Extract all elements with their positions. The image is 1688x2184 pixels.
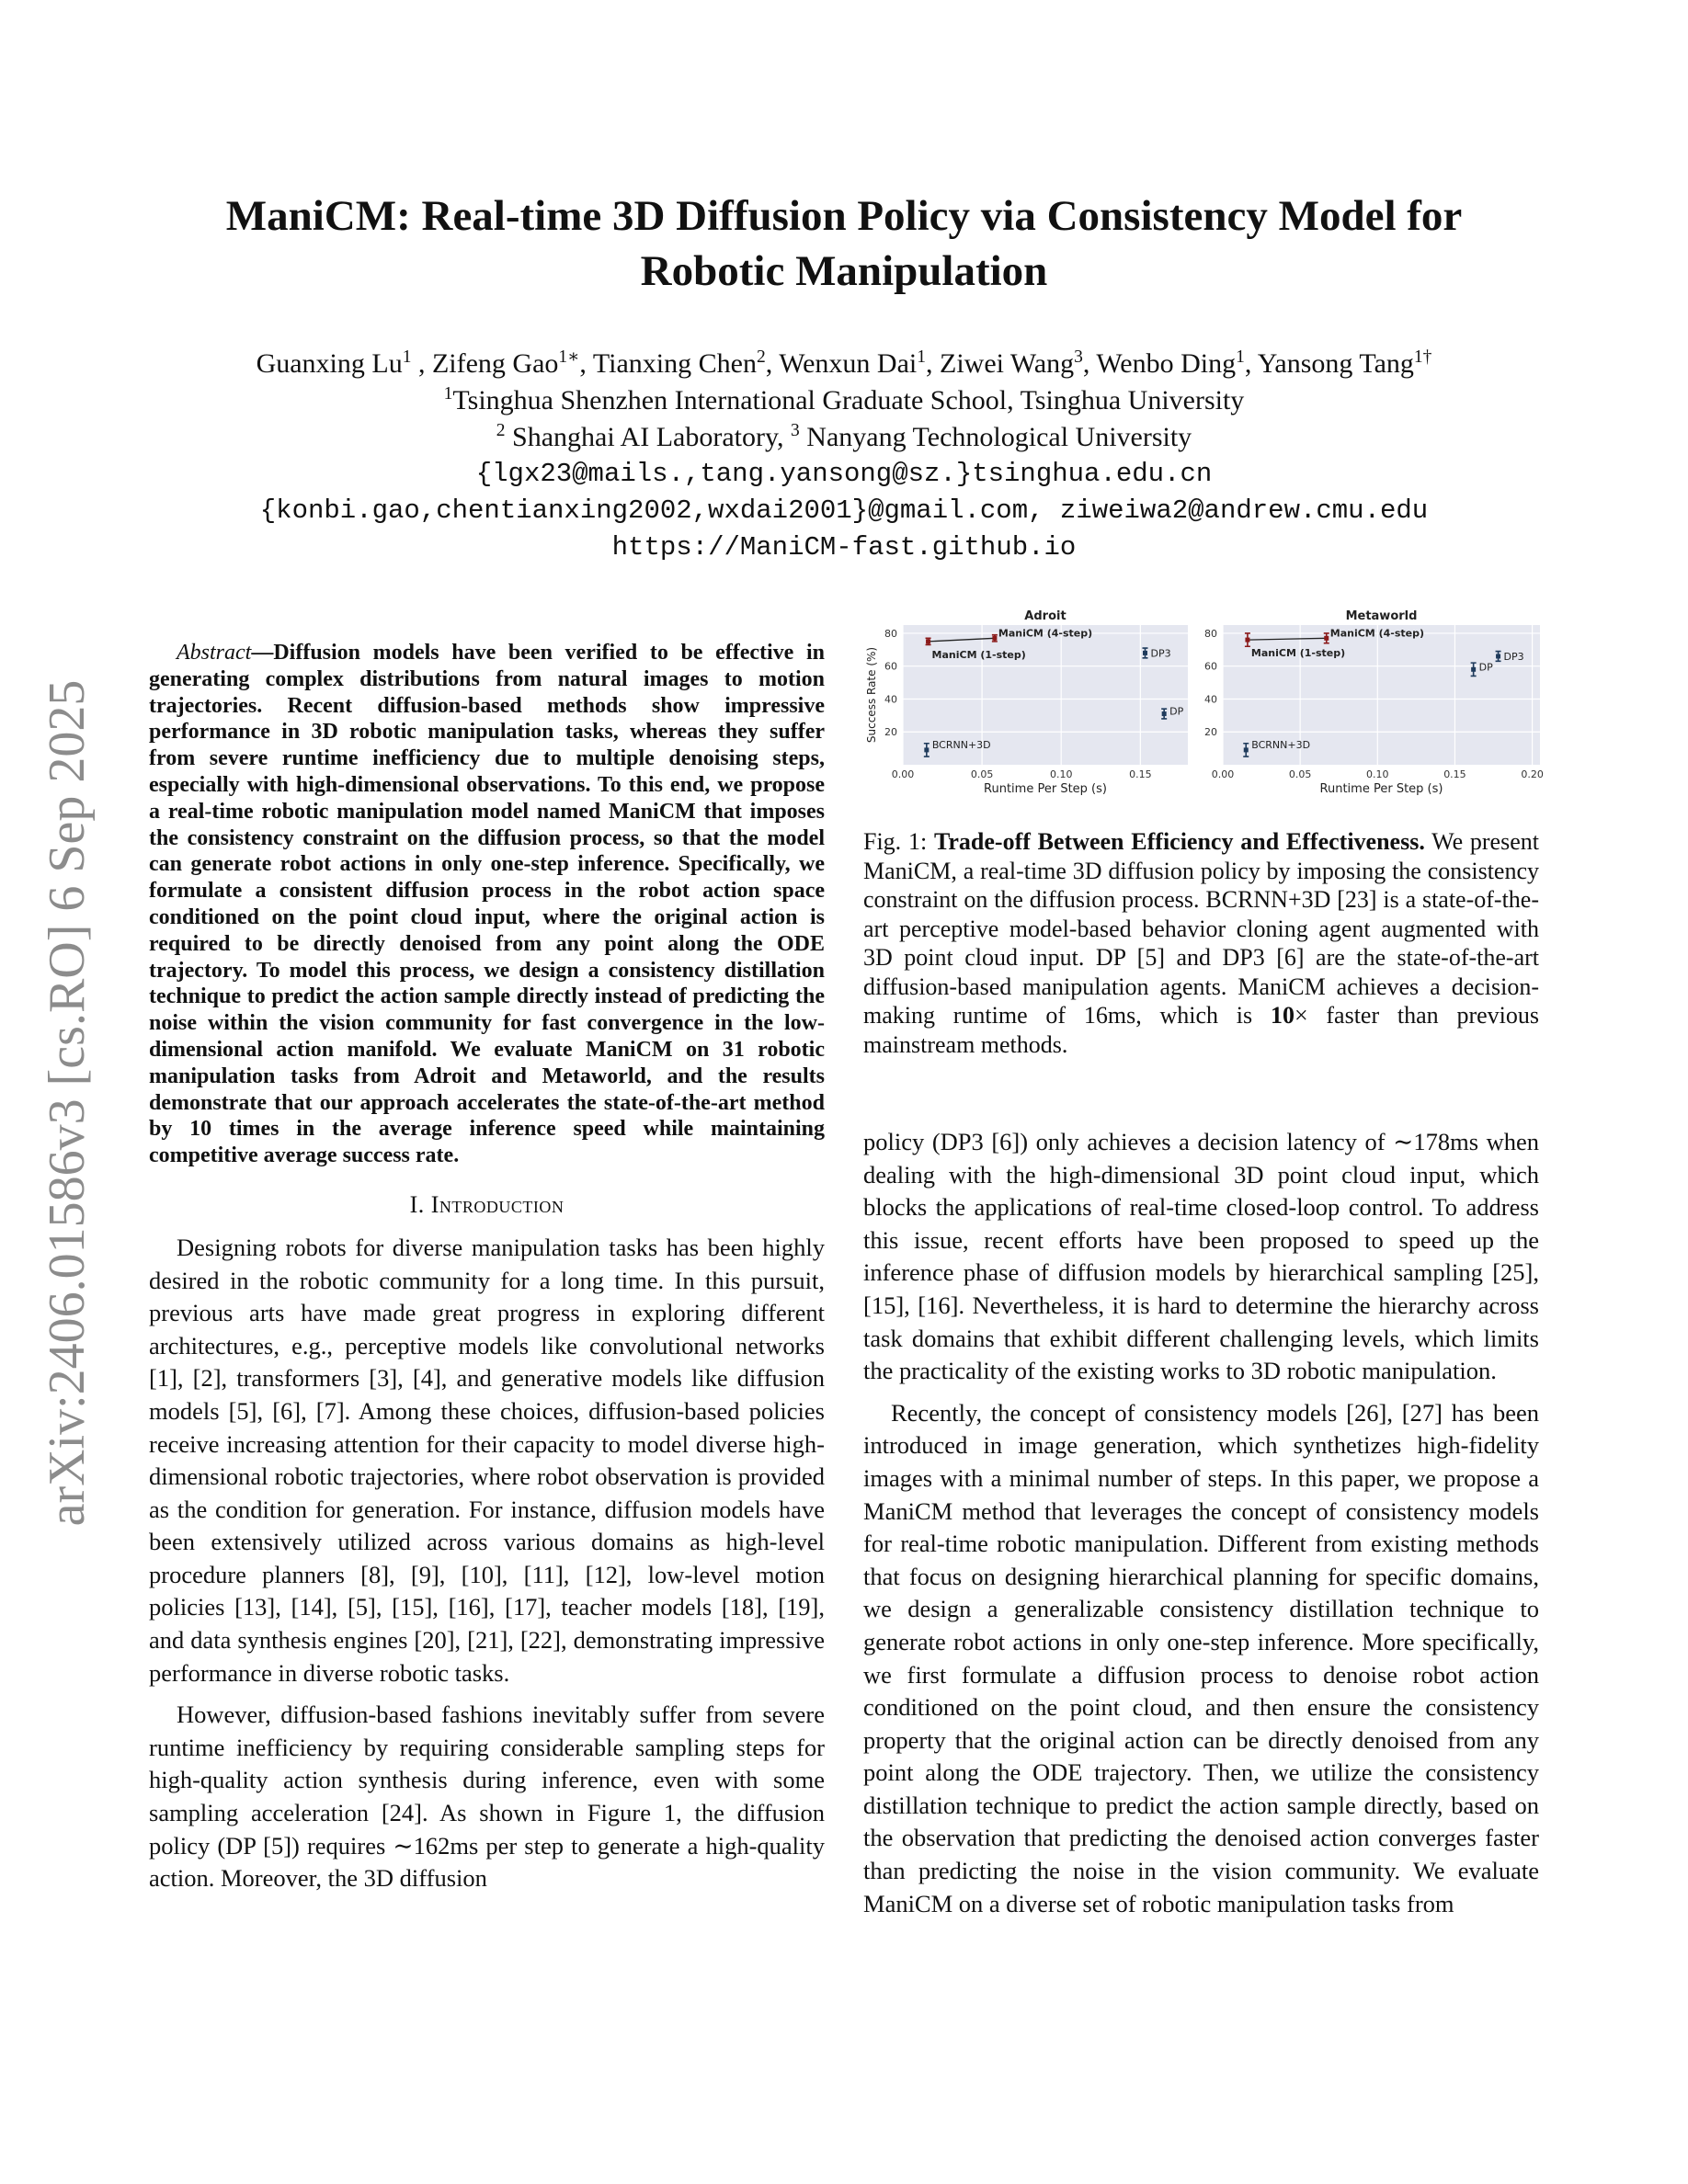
author-name: Wenbo Ding [1096, 348, 1237, 379]
data-point [1471, 667, 1476, 672]
x-tick-label: 0.10 [1366, 768, 1389, 780]
author-affiliation-marker: 3 [1074, 347, 1083, 367]
data-point-label: BCRNN+3D [1251, 738, 1311, 751]
author-separator: , [1244, 348, 1258, 379]
author-separator: , [579, 348, 593, 379]
x-tick-label: 0.15 [1129, 768, 1152, 780]
author-name: Tianxing Chen [592, 348, 757, 379]
title-line-1: ManiCM: Real-time 3D Diffusion Policy via Consistency Model for [225, 192, 1463, 240]
left-column [149, 640, 825, 1905]
abstract-label: Abstract [177, 641, 252, 665]
author-affiliation-marker: 1 [1236, 347, 1245, 367]
caption-text: We present ManiCM, a real-time 3D diffusion policy by imposing the consistency constraint on the diffusion process. BCRNN+3D [23] is a state-of-the-art perceptive model-based behavior cloning agent augmented with 3D point cloud input. DP [5] and DP3 [6] are the state-of-the-art diffusion-based manipulation agents. ManiCM achieves a decision-making runtime of 16ms, which is [863, 828, 1539, 1029]
chart-title: Adroit [1024, 609, 1066, 623]
author-affiliation-marker: 1∗ [558, 347, 580, 367]
y-tick-label: 60 [1204, 660, 1217, 673]
affiliation-2 [129, 419, 1559, 456]
arxiv-sidebar [35, 620, 99, 1586]
affiliation-text: Tsinghua Shenzhen International Graduate School, Tsinghua University [452, 385, 1245, 415]
y-tick-label: 80 [1204, 627, 1217, 640]
figure-caption [863, 827, 1539, 1059]
author-list [129, 346, 1559, 382]
data-point-label: ManiCM (4-step) [1329, 627, 1424, 640]
project-url[interactable]: https://ManiCM-fast.github.io [611, 532, 1077, 563]
y-tick-label: 60 [884, 660, 897, 673]
x-tick-label: 0.05 [1288, 768, 1312, 780]
affiliation-marker: 1 [443, 384, 453, 404]
x-tick-label: 0.10 [1049, 768, 1073, 780]
x-tick-label: 0.15 [1443, 768, 1466, 780]
affiliation-marker: 3 [791, 421, 800, 440]
data-point-label: DP3 [1503, 650, 1524, 663]
data-point-label: ManiCM (1-step) [1250, 647, 1346, 660]
affiliation-text: Shanghai AI Laboratory, [505, 422, 792, 452]
caption-label: Fig. 1: [863, 828, 934, 855]
data-point [992, 636, 997, 641]
section-title: Introduction [430, 1190, 565, 1218]
section-number: I. [409, 1190, 431, 1218]
paragraph: policy (DP3 [6]) only achieves a decision latency of ∼178ms when dealing with the high-dimensional 3D point cloud input, which blocks the applications of real-time closed-loop control. To address this issue, recent efforts have been proposed to speed up the inference phase of diffusion models by hierarchical sampling [25], [15], [16]. Nevertheless, it is hard to determine the hierarchy across task domains that exhibit different challenging levels, which limits the practicality of the existing works to 3D robotic manipulation. [863, 1128, 1539, 1385]
author-affiliation-marker: 2 [756, 347, 766, 367]
y-tick-label: 20 [1204, 726, 1217, 739]
author-name: Guanxing Lu [256, 348, 403, 379]
y-tick-label: 40 [884, 693, 897, 706]
author-affiliation-marker: 1 [402, 347, 412, 367]
right-column [863, 1126, 1539, 1929]
data-point-label: DP [1478, 661, 1493, 674]
author-separator: , [411, 348, 432, 379]
y-tick-label: 80 [884, 627, 897, 640]
x-tick-label: 0.00 [891, 768, 915, 780]
paragraph: Recently, the concept of consistency models [26], [27] has been introduced in image generation, which synthetizes high-fidelity images with a minimal number of steps. In this paper, we propose a ManiCM method that leverages the concept of consistency models for real-time robotic manipulation. Different from existing methods that focus on designing hierarchical planning for specific domains, we design a generalizable consistency distillation technique to generate robot actions in only one-step inference. More specifically, we first formulate a diffusion process to denoise robot action conditioned on the point cloud, and then ensure the consistency property that the original action can be directly denoised from any point along the ODE trajectory. Then, we utilize the consistency distillation technique to predict the action sample directly, based on the observation that predicting the denoised action converges faster than predicting the noise in the vision community. We evaluate ManiCM on a diverse set of robotic manipulation tasks from [863, 1398, 1539, 1917]
data-point-label: BCRNN+3D [931, 738, 991, 751]
y-axis-label: Success Rate (%) [865, 646, 878, 744]
chart-title: Metaworld [1345, 609, 1418, 623]
author-separator: , [1082, 348, 1097, 379]
affiliation-1 [129, 382, 1559, 419]
abstract-dash: — [251, 641, 274, 665]
author-separator: , [926, 348, 940, 379]
author-affiliation-marker: 1 [917, 347, 926, 367]
email-line-1[interactable]: {lgx23@mails.,tang.yansong@sz.}tsinghua.edu.cn [475, 459, 1213, 489]
email-line-2[interactable]: {konbi.gao,chentianxing2002,wxdai2001}@gmail.com, ziweiwa2@andrew.cmu.edu [259, 495, 1429, 526]
figure-1-charts [855, 599, 1545, 813]
y-tick-label: 40 [1204, 693, 1217, 706]
x-tick-label: 0.00 [1211, 768, 1235, 780]
author-name: Yansong Tang [1257, 348, 1414, 379]
caption-text-end: × faster than previous mainstream methods. [863, 1002, 1539, 1058]
affiliation-text: Nanyang Technological University [799, 422, 1192, 452]
abstract [149, 640, 825, 1169]
section-heading [149, 1191, 825, 1219]
caption-title: Trade-off Between Efficiency and Effectiveness. [933, 828, 1425, 855]
paper-title [129, 188, 1559, 299]
abstract-text: Diffusion models have been verified to be effective in generating complex distributions from natural images to motion trajectories. Recent diffusion-based methods show impressive performance in 3D robotic manipulation tasks, whereas they suffer from severe runtime inefficiency due to multiple denoising steps, especially with high-dimensional observations. To this end, we propose a real-time robotic manipulation model named ManiCM that imposes the consistency constraint on the diffusion process, so that the model can generate robot actions in only one-step inference. Specifically, we formulate a consistent diffusion process in the robot action space conditioned on the point cloud input, where the original action is required to be directly denoised from any point along the ODE trajectory. To model this process, we design a consistency distillation technique to predict the action sample directly instead of predicting the noise within the vision community for fast convergence in the low-dimensional action manifold. We evaluate ManiCM on 31 robotic manipulation tasks from Adroit and Metaworld, and the results demonstrate that our approach accelerates the state-of-the-art method by 10 times in the average inference speed while maintaining competitive average success rate. [149, 641, 825, 1168]
figure-1 [855, 599, 1545, 813]
data-point-label: DP [1169, 705, 1184, 718]
arxiv-identifier: arXiv:2406.01586v3 [cs.RO] 6 Sep 2025 [39, 679, 96, 1527]
caption-emphasis: 10 [1270, 1002, 1295, 1029]
author-affiliation-marker: 1† [1413, 347, 1432, 367]
author-block [129, 346, 1559, 566]
author-name: Zifeng Gao [431, 348, 559, 379]
x-tick-label: 0.20 [1521, 768, 1544, 780]
data-point [924, 747, 929, 752]
data-point [1143, 651, 1147, 655]
y-tick-label: 20 [884, 726, 897, 739]
data-point-label: DP3 [1150, 647, 1171, 660]
data-point [1162, 711, 1167, 716]
data-point [1496, 654, 1500, 658]
x-axis-label: Runtime Per Step (s) [984, 782, 1107, 796]
data-point [1244, 747, 1249, 752]
paragraph: However, diffusion-based fashions inevitably suffer from severe runtime inefficiency by requiring considerable sampling steps for high-quality action synthesis during inference, even with some sampling acceleration [24]. As shown in Figure 1, the diffusion policy (DP [5]) requires ∼162ms per step to generate a high-quality action. Moreover, the 3D diffusion [149, 1701, 825, 1893]
x-tick-label: 0.05 [970, 768, 994, 780]
data-point [1245, 638, 1249, 643]
data-point [1324, 636, 1329, 641]
affiliation-marker: 2 [496, 421, 506, 440]
title-line-2: Robotic Manipulation [640, 247, 1048, 295]
x-axis-label: Runtime Per Step (s) [1319, 782, 1443, 796]
data-point-label: ManiCM (4-step) [998, 627, 1093, 640]
paragraph: Designing robots for diverse manipulation tasks has been highly desired in the robotic community for a long time. In this pursuit, previous arts have made great progress in exploring different architectures, e.g., perceptive models like convolutional networks [1], [2], transformers [3], [4], and generative models like diffusion models [5], [6], [7]. Among these choices, diffusion-based policies receive increasing attention for their capacity to model diverse high-dimensional robotic trajectories, where robot observation is provided as the condition for generation. For instance, diffusion models have been extensively utilized across various domains as high-level procedure planners [8], [9], [10], [11], [12], low-level motion policies [13], [14], [5], [15], [16], [17], teacher models [18], [19], and data synthesis engines [20], [21], [22], demonstrating impressive performance in diverse robotic tasks. [149, 1233, 825, 1687]
data-point-label: ManiCM (1-step) [931, 648, 1026, 661]
data-point [926, 639, 930, 643]
author-separator: , [765, 348, 780, 379]
author-name: Wenxun Dai [779, 348, 918, 379]
author-name: Ziwei Wang [940, 348, 1075, 379]
